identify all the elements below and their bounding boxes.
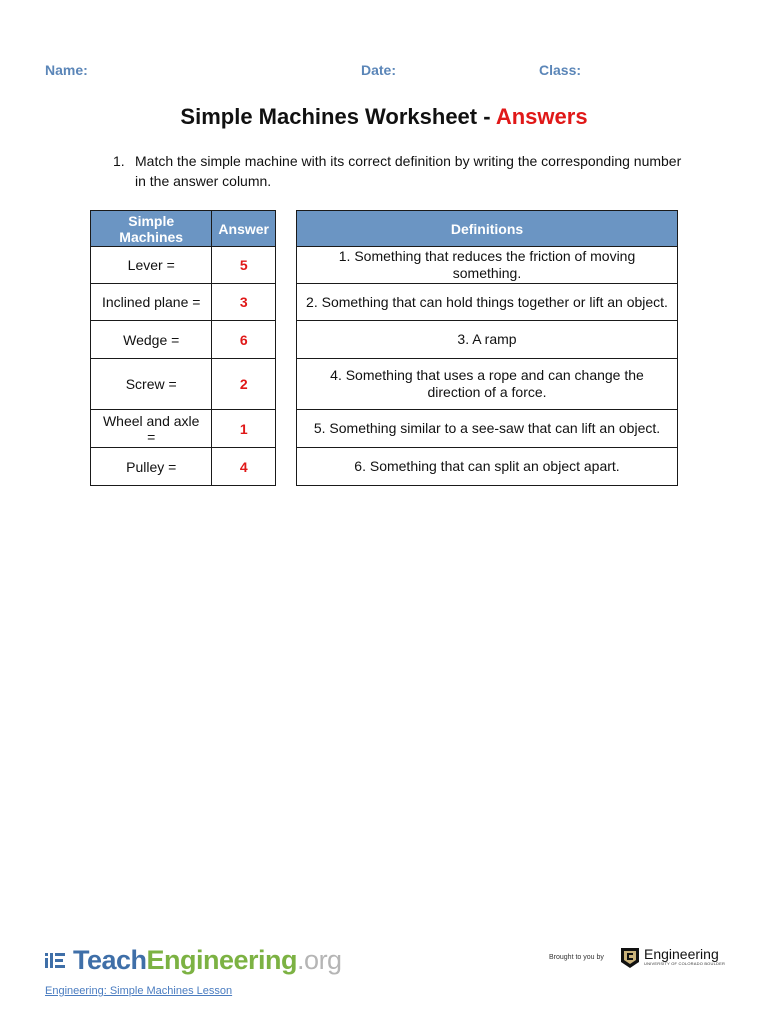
table-row [91, 359, 276, 410]
definition-cell: 4. Something that uses a rope and can change the direction of a force. [297, 359, 678, 410]
page-title [0, 104, 768, 130]
table-row [91, 321, 276, 359]
logo-teach: Teach [73, 944, 147, 975]
instruction-text: Match the simple machine with its correct definition by writing the corresponding number in the answer column. [135, 153, 682, 189]
answer-cell: 5 [212, 247, 276, 284]
machines-table [90, 210, 276, 486]
definitions-table [296, 210, 678, 486]
answer-cell: 1 [212, 410, 276, 448]
table-row [297, 410, 678, 448]
teachengineering-logo [45, 944, 342, 976]
teachengineering-logo-icon [45, 949, 67, 971]
table-row [91, 284, 276, 321]
brought-to-you-by: Brought to you by [549, 954, 604, 961]
sponsor-name: Engineering [644, 946, 719, 962]
sponsor-sub: UNIVERSITY OF COLORADO BOULDER [644, 961, 726, 966]
table-row [297, 448, 678, 486]
answer-cell: 3 [212, 284, 276, 321]
machine-cell: Inclined plane = [91, 284, 212, 321]
definition-cell: 6. Something that can split an object apart. [297, 448, 678, 486]
definition-cell: 2. Something that can hold things together or lift an object. [297, 284, 678, 321]
title-main: Simple Machines Worksheet - [180, 104, 496, 129]
answer-cell: 6 [212, 321, 276, 359]
date-label: Date: [361, 62, 397, 78]
lesson-link[interactable]: Engineering: Simple Machines Lesson [45, 985, 233, 997]
definition-cell: 3. A ramp [297, 321, 678, 359]
table-row [297, 247, 678, 284]
definition-cell: 5. Something similar to a see-saw that can lift an object. [297, 410, 678, 448]
logo-engineering: Engineering [146, 944, 298, 975]
logo-org: .org [297, 944, 342, 975]
machine-cell: Lever = [91, 247, 212, 284]
title-answers: Answers [495, 104, 588, 129]
answer-cell: 4 [212, 448, 276, 486]
definition-cell: 1. Something that reduces the friction of moving something. [297, 247, 678, 284]
cu-engineering-logo [619, 944, 725, 970]
cu-logo-icon [619, 944, 641, 970]
table-row [297, 284, 678, 321]
class-label: Class: [539, 62, 582, 78]
machine-cell: Screw = [91, 359, 212, 410]
machine-cell: Wheel and axle = [91, 410, 212, 448]
machine-cell: Pulley = [91, 448, 212, 486]
machines-header: Simple Machines [91, 211, 212, 247]
table-row [91, 410, 276, 448]
table-row [297, 359, 678, 410]
answer-cell: 2 [212, 359, 276, 410]
machine-cell: Wedge = [91, 321, 212, 359]
definitions-header: Definitions [297, 211, 678, 247]
instruction-number: 1. [113, 153, 125, 169]
name-label: Name: [45, 62, 88, 78]
table-row [91, 448, 276, 486]
answer-header: Answer [212, 211, 276, 247]
table-row [91, 247, 276, 284]
table-row [297, 321, 678, 359]
